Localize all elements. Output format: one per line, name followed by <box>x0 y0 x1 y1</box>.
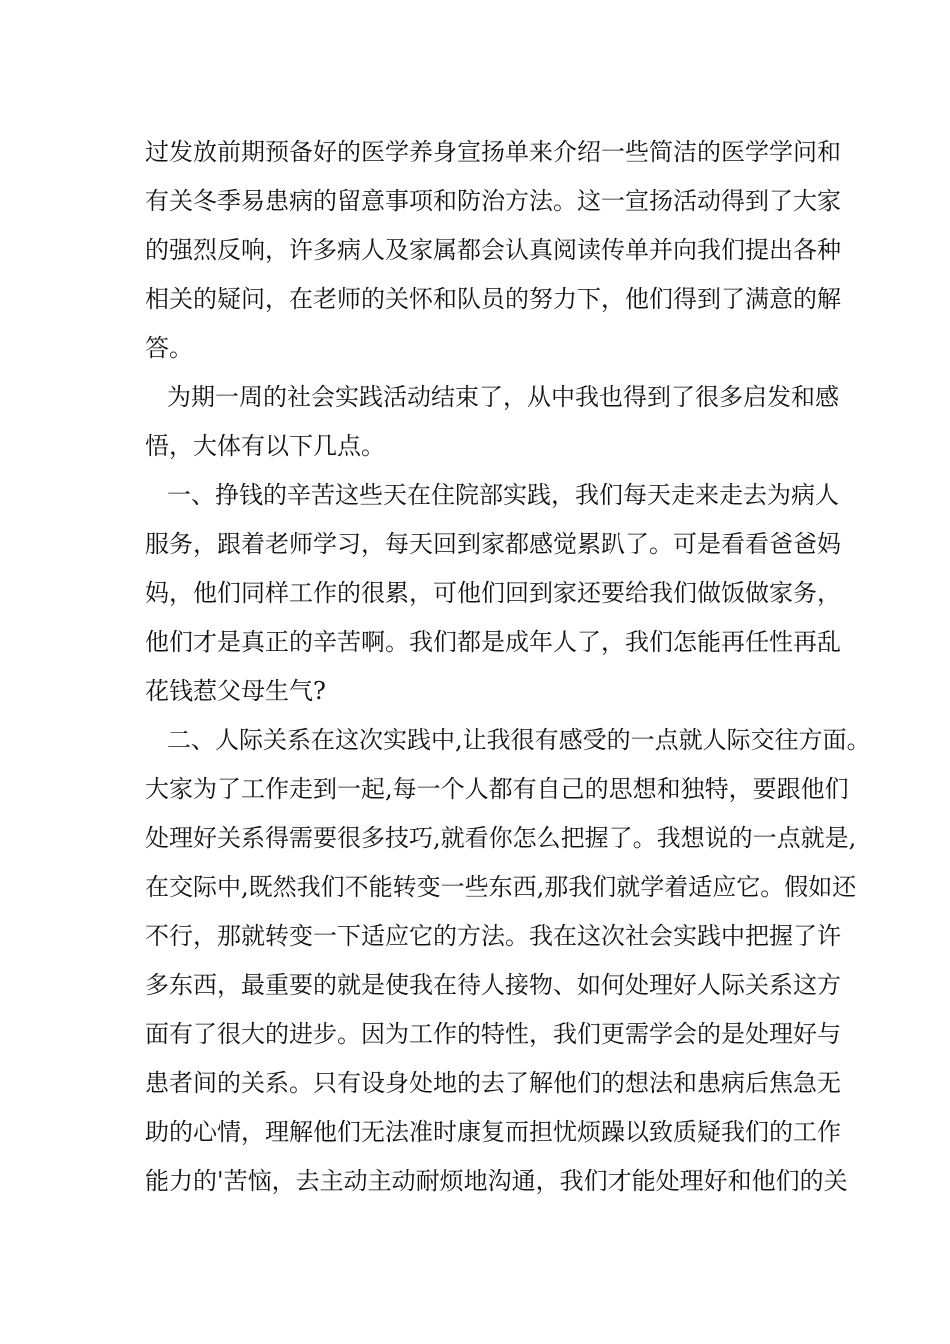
text-line: 有关冬季易患病的留意事项和防治方法。这一宣扬活动得到了大家 <box>145 187 841 215</box>
paragraph-first-line: 一、挣钱的辛苦这些天在住院部实践，我们每天走来走去为病人 <box>167 481 839 509</box>
text-line: 助的心情，理解他们无法准时康复而担忧烦躁以致质疑我们的工作 <box>145 1118 841 1146</box>
text-line: 在交际中,既然我们不能转变一些东西,那我们就学着适应它。假如还 <box>145 873 857 901</box>
text-line: 妈，他们同样工作的很累，可他们回到家还要给我们做饭做家务， <box>145 579 841 607</box>
text-line: 相关的疑问，在老师的关怀和队员的努力下，他们得到了满意的解 <box>145 285 841 313</box>
text-line: 能力的'苦恼，去主动主动耐烦地沟通，我们才能处理好和他们的关 <box>145 1167 848 1195</box>
text-line: 答。 <box>145 334 193 362</box>
text-line: 大家为了工作走到一起,每一个人都有自己的思想和独特，要跟他们 <box>145 775 849 803</box>
text-line: 处理好关系得需要很多技巧,就看你怎么把握了。我想说的一点就是, <box>145 824 857 852</box>
text-line: 的强烈反响，许多病人及家属都会认真阅读传单并向我们提出各种 <box>145 236 841 264</box>
text-line: 面有了很大的进步。因为工作的特性，我们更需学会的是处理好与 <box>145 1020 841 1048</box>
text-line: 患者间的关系。只有设身处地的去了解他们的想法和患病后焦急无 <box>145 1069 841 1097</box>
text-line: 他们才是真正的辛苦啊。我们都是成年人了，我们怎能再任性再乱 <box>145 628 841 656</box>
paragraph-first-line: 为期一周的社会实践活动结束了，从中我也得到了很多启发和感 <box>167 383 839 411</box>
text-line: 多东西，最重要的就是使我在待人接物、如何处理好人际关系这方 <box>145 971 841 999</box>
paragraph-first-line: 二、人际关系在这次实践中,让我很有感受的一点就人际交往方面。 <box>167 726 871 754</box>
text-line: 悟，大体有以下几点。 <box>145 432 385 460</box>
text-line: 过发放前期预备好的医学养身宣扬单来介绍一些简洁的医学学问和 <box>145 138 841 166</box>
document-body <box>145 128 871 1206</box>
text-line: 不行，那就转变一下适应它的方法。我在这次社会实践中把握了许 <box>145 922 841 950</box>
text-line: 花钱惹父母生气? <box>145 677 326 705</box>
text-line: 服务，跟着老师学习，每天回到家都感觉累趴了。可是看看爸爸妈 <box>145 530 841 558</box>
